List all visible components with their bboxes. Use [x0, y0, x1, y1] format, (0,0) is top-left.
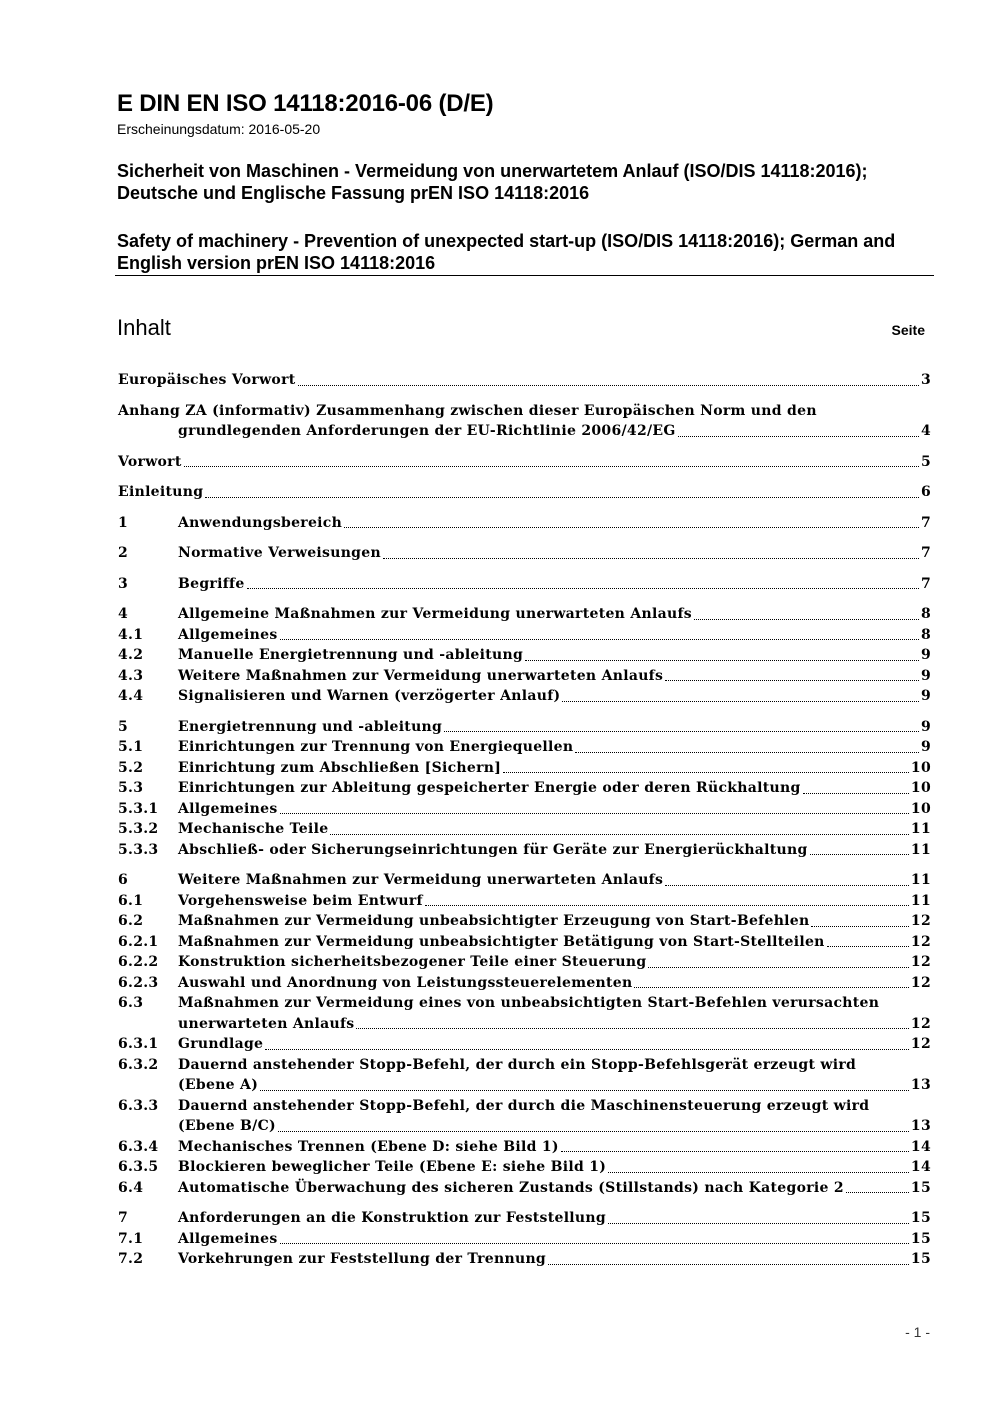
toc-leader	[634, 987, 908, 988]
toc-leader	[561, 1151, 909, 1152]
toc-entry-number: 5	[118, 718, 129, 735]
toc-leader	[205, 497, 919, 498]
toc-entry-page: 14	[910, 1138, 931, 1155]
toc-leader	[278, 1131, 909, 1132]
toc-leader	[356, 1028, 908, 1029]
toc-entry-title-line2: grundlegenden Anforderungen der EU-Richtlinie 2006/42/EG	[178, 423, 676, 439]
toc-entry-page: 15	[910, 1179, 931, 1196]
toc-entry-number: 5.3	[118, 780, 144, 796]
toc-entry-page: 12	[910, 933, 931, 950]
toc-entry-title: Allgemeine Maßnahmen zur Vermeidung unerwarteten Anlaufs	[178, 606, 692, 622]
title-german: Sicherheit von Maschinen - Vermeidung von unerwartetem Anlauf (ISO/DIS 14118:2016); Deutsche und Englische Fassung prEN ISO 14118:2016	[117, 161, 868, 203]
toc-entry-title: Europäisches Vorwort	[118, 372, 296, 388]
table-of-contents	[118, 370, 931, 1270]
toc-entry-title-line1: Dauernd anstehender Stopp-Befehl, der durch die Maschinensteuerung erzeugt wird	[178, 1097, 870, 1114]
toc-entry-title-line2: (Ebene A)	[178, 1077, 259, 1093]
toc-entry-title: Anforderungen an die Konstruktion zur Feststellung	[178, 1210, 606, 1226]
toc-leader	[575, 752, 919, 753]
toc-entry-page: 15	[910, 1251, 931, 1267]
toc-entry-title-line2: unerwarteten Anlaufs	[178, 1015, 355, 1032]
toc-entry-page: 4	[920, 423, 931, 439]
toc-leader	[811, 926, 908, 927]
toc-leader	[184, 466, 919, 467]
toc-entry[interactable]	[118, 737, 931, 758]
toc-entry-title: Normative Verweisungen	[178, 545, 381, 561]
toc-entry-page: 13	[910, 1118, 931, 1134]
toc-entry-number: 7.2	[118, 1251, 144, 1267]
toc-entry[interactable]	[118, 840, 931, 861]
toc-leader	[280, 639, 919, 640]
toc-entry[interactable]	[118, 513, 931, 534]
toc-entry-page: 12	[910, 913, 931, 929]
publication-date: Erscheinungsdatum: 2016-05-20	[117, 121, 321, 137]
toc-entry-number: 6.3.4	[118, 1138, 159, 1155]
toc-leader	[247, 588, 919, 589]
toc-entry-number: 5.3.1	[118, 800, 159, 817]
toc-entry-page: 13	[910, 1077, 931, 1093]
toc-entry-title: Blockieren beweglicher Teile (Ebene E: siehe Bild 1)	[178, 1159, 607, 1175]
toc-entry-title: Weitere Maßnahmen zur Vermeidung unerwarteten Anlaufs	[178, 872, 664, 888]
toc-entry[interactable]	[118, 543, 931, 564]
toc-entry-title-line1: Anhang ZA (informativ) Zusammenhang zwischen dieser Europäischen Norm und den	[118, 402, 817, 419]
toc-leader	[648, 967, 909, 968]
toc-leader	[444, 731, 919, 732]
toc-entry-title: Einleitung	[118, 484, 204, 500]
toc-entry[interactable]	[118, 686, 931, 707]
toc-entry-title-line1: Maßnahmen zur Vermeidung eines von unbeabsichtigten Start-Befehlen verursachten	[178, 995, 880, 1011]
toc-leader	[383, 558, 919, 559]
toc-entry-title: Maßnahmen zur Vermeidung unbeabsichtigter Betätigung von Start-Stellteilen	[178, 933, 825, 950]
toc-entry[interactable]	[118, 1096, 931, 1137]
toc-entry-page: 9	[920, 718, 931, 735]
toc-entry-page: 8	[920, 626, 931, 643]
toc-entry[interactable]	[118, 625, 931, 646]
toc-entry-page: 11	[910, 892, 931, 909]
toc-entry-page: 9	[920, 688, 931, 704]
toc-entry-number: 4.2	[118, 647, 144, 663]
toc-leader	[548, 1264, 909, 1265]
toc-entry-annex[interactable]	[118, 401, 931, 442]
toc-entry-number: 4	[118, 606, 129, 622]
toc-leader	[562, 701, 919, 702]
toc-leader	[525, 660, 919, 661]
toc-entry-page: 10	[910, 780, 931, 796]
toc-entry-title: Signalisieren und Warnen (verzögerter Anlauf)	[178, 688, 561, 704]
toc-entry-number: 6.1	[118, 892, 144, 909]
toc-entry-title: Einrichtungen zur Trennung von Energiequellen	[178, 739, 574, 755]
toc-entry[interactable]	[118, 973, 931, 994]
toc-entry[interactable]	[118, 778, 931, 799]
toc-leader	[503, 772, 909, 773]
toc-entry[interactable]	[118, 911, 931, 932]
toc-entry[interactable]	[118, 1055, 931, 1096]
toc-entry-number: 4.4	[118, 688, 144, 704]
toc-entry[interactable]	[118, 819, 931, 840]
toc-entry-number: 1	[118, 514, 129, 531]
toc-page-label: Seite	[891, 322, 925, 338]
toc-entry-title: Einrichtungen zur Ableitung gespeicherter Energie oder deren Rückhaltung	[178, 780, 801, 796]
toc-entry-title: Weitere Maßnahmen zur Vermeidung unerwarteten Anlaufs	[178, 667, 664, 684]
toc-entry-number: 6.2.3	[118, 974, 159, 991]
toc-leader	[827, 946, 909, 947]
toc-entry-title: Auswahl und Anordnung von Leistungssteuerelementen	[178, 974, 633, 991]
toc-entry-number: 3	[118, 575, 129, 592]
toc-entry[interactable]	[118, 952, 931, 973]
toc-entry[interactable]	[118, 1178, 931, 1199]
toc-entry-page: 7	[920, 545, 931, 561]
toc-entry-title: Konstruktion sicherheitsbezogener Teile einer Steuerung	[178, 954, 647, 970]
toc-entry-page: 12	[910, 1036, 931, 1052]
toc-leader	[608, 1223, 909, 1224]
toc-entry-page: 10	[910, 759, 931, 776]
toc-leader	[260, 1090, 909, 1091]
toc-entry-number: 6	[118, 872, 129, 888]
toc-entry-title: Einrichtung zum Abschließen [Sichern]	[178, 759, 502, 776]
toc-entry-number: 6.3.3	[118, 1097, 159, 1114]
title-english: Safety of machinery - Prevention of unexpected start-up (ISO/DIS 14118:2016); German and English version prEN ISO 14118:2016	[117, 231, 896, 273]
toc-entry-number: 4.3	[118, 667, 144, 684]
toc-entry-page: 9	[920, 647, 931, 663]
toc-entry-title: Vorkehrungen zur Feststellung der Trennung	[178, 1251, 547, 1267]
toc-entry-number: 6.2.1	[118, 933, 159, 950]
toc-entry-page: 11	[910, 841, 931, 858]
toc-entry[interactable]	[118, 1157, 931, 1178]
toc-entry-number: 7.1	[118, 1230, 144, 1247]
toc-entry-title-line2: (Ebene B/C)	[178, 1118, 276, 1134]
toc-entry-title: Automatische Überwachung des sicheren Zustands (Stillstands) nach Kategorie 2	[178, 1179, 844, 1196]
toc-entry-page: 5	[920, 453, 931, 470]
toc-entry-number: 6.3.1	[118, 1036, 159, 1052]
toc-entry-title: Mechanische Teile	[178, 821, 329, 837]
toc-entry-number: 5.3.3	[118, 841, 159, 858]
toc-entry[interactable]	[118, 717, 931, 738]
toc-entry-page: 11	[910, 821, 931, 837]
toc-entry-page: 8	[920, 606, 931, 622]
toc-leader	[298, 385, 919, 386]
toc-entry-number: 5.1	[118, 739, 144, 755]
toc-entry-number: 6.3.2	[118, 1056, 159, 1073]
toc-entry-number: 5.3.2	[118, 821, 159, 837]
toc-entry-page: 10	[910, 800, 931, 817]
toc-leader	[665, 680, 919, 681]
toc-entry[interactable]	[118, 891, 931, 912]
toc-entry[interactable]	[118, 482, 931, 503]
toc-entry-title: Allgemeines	[178, 626, 278, 643]
toc-entry-page: 15	[910, 1230, 931, 1247]
toc-heading: Inhalt	[117, 315, 171, 340]
toc-entry-title: Allgemeines	[178, 1230, 278, 1247]
toc-leader	[608, 1172, 909, 1173]
toc-leader	[846, 1192, 909, 1193]
toc-entry-title: Anwendungsbereich	[178, 514, 343, 531]
toc-entry-number: 6.3	[118, 995, 144, 1011]
toc-entry-title: Maßnahmen zur Vermeidung unbeabsichtigter Erzeugung von Start-Befehlen	[178, 913, 810, 929]
toc-leader	[425, 905, 909, 906]
toc-entry-title: Vorgehensweise beim Entwurf	[178, 892, 423, 909]
toc-entry[interactable]	[118, 666, 931, 687]
toc-entry[interactable]	[118, 758, 931, 779]
toc-entry-page: 9	[920, 667, 931, 684]
toc-entry-page: 11	[910, 872, 931, 888]
toc-entry-page: 9	[920, 739, 931, 755]
toc-leader	[280, 813, 909, 814]
toc-entry[interactable]	[118, 370, 931, 391]
toc-entry-title: Abschließ- oder Sicherungseinrichtungen für Geräte zur Energierückhaltung	[178, 841, 808, 858]
toc-entry-title: Allgemeines	[178, 800, 278, 817]
toc-entry-page: 7	[920, 575, 931, 592]
toc-entry[interactable]	[118, 645, 931, 666]
toc-entry-title: Vorwort	[118, 453, 182, 470]
toc-leader	[344, 527, 919, 528]
toc-entry[interactable]	[118, 1034, 931, 1055]
toc-entry-number: 6.2.2	[118, 954, 159, 970]
toc-entry[interactable]	[118, 799, 931, 820]
toc-entry[interactable]	[118, 870, 931, 891]
toc-entry-title: Grundlage	[178, 1036, 264, 1052]
toc-entry-number: 4.1	[118, 626, 144, 643]
toc-entry-number: 2	[118, 545, 129, 561]
toc-entry-number: 6.3.5	[118, 1159, 159, 1175]
toc-entry-title-line1: Dauernd anstehender Stopp-Befehl, der durch ein Stopp-Befehlsgerät erzeugt wird	[178, 1056, 857, 1073]
toc-entry[interactable]	[118, 1229, 931, 1250]
toc-entry-title: Mechanisches Trennen (Ebene D: siehe Bild 1)	[178, 1138, 559, 1155]
toc-entry-title: Manuelle Energietrennung und -ableitung	[178, 647, 524, 663]
toc-entry-page: 12	[910, 1015, 931, 1032]
toc-entry-page: 7	[920, 514, 931, 531]
toc-entry[interactable]	[118, 993, 931, 1034]
toc-leader	[265, 1049, 909, 1050]
toc-entry-page: 6	[920, 484, 931, 500]
toc-entry-title: Begriffe	[178, 575, 245, 592]
toc-entry[interactable]	[118, 604, 931, 625]
toc-leader	[665, 885, 909, 886]
toc-entry-page: 14	[910, 1159, 931, 1175]
header-divider	[115, 275, 934, 276]
page-number: - 1 -	[905, 1324, 930, 1340]
toc-entry[interactable]	[118, 1137, 931, 1158]
toc-entry-page: 3	[920, 372, 931, 388]
toc-entry[interactable]	[118, 1249, 931, 1270]
toc-leader	[330, 834, 909, 835]
toc-entry[interactable]	[118, 1208, 931, 1229]
toc-entry-page: 12	[910, 974, 931, 991]
toc-entry-page: 12	[910, 954, 931, 970]
toc-entry-number: 5.2	[118, 759, 144, 776]
toc-leader	[678, 436, 919, 437]
toc-entry-number: 6.2	[118, 913, 144, 929]
toc-entry-title: Energietrennung und -ableitung	[178, 718, 443, 735]
toc-leader	[810, 854, 909, 855]
toc-entry[interactable]	[118, 574, 931, 595]
toc-leader	[280, 1243, 909, 1244]
toc-leader	[803, 793, 909, 794]
document-id: E DIN EN ISO 14118:2016-06 (D/E)	[117, 90, 494, 117]
toc-entry[interactable]	[118, 452, 931, 473]
toc-entry-page: 15	[910, 1210, 931, 1226]
toc-entry-number: 7	[118, 1210, 129, 1226]
toc-entry[interactable]	[118, 932, 931, 953]
toc-entry-number: 6.4	[118, 1179, 144, 1196]
toc-leader	[694, 619, 919, 620]
